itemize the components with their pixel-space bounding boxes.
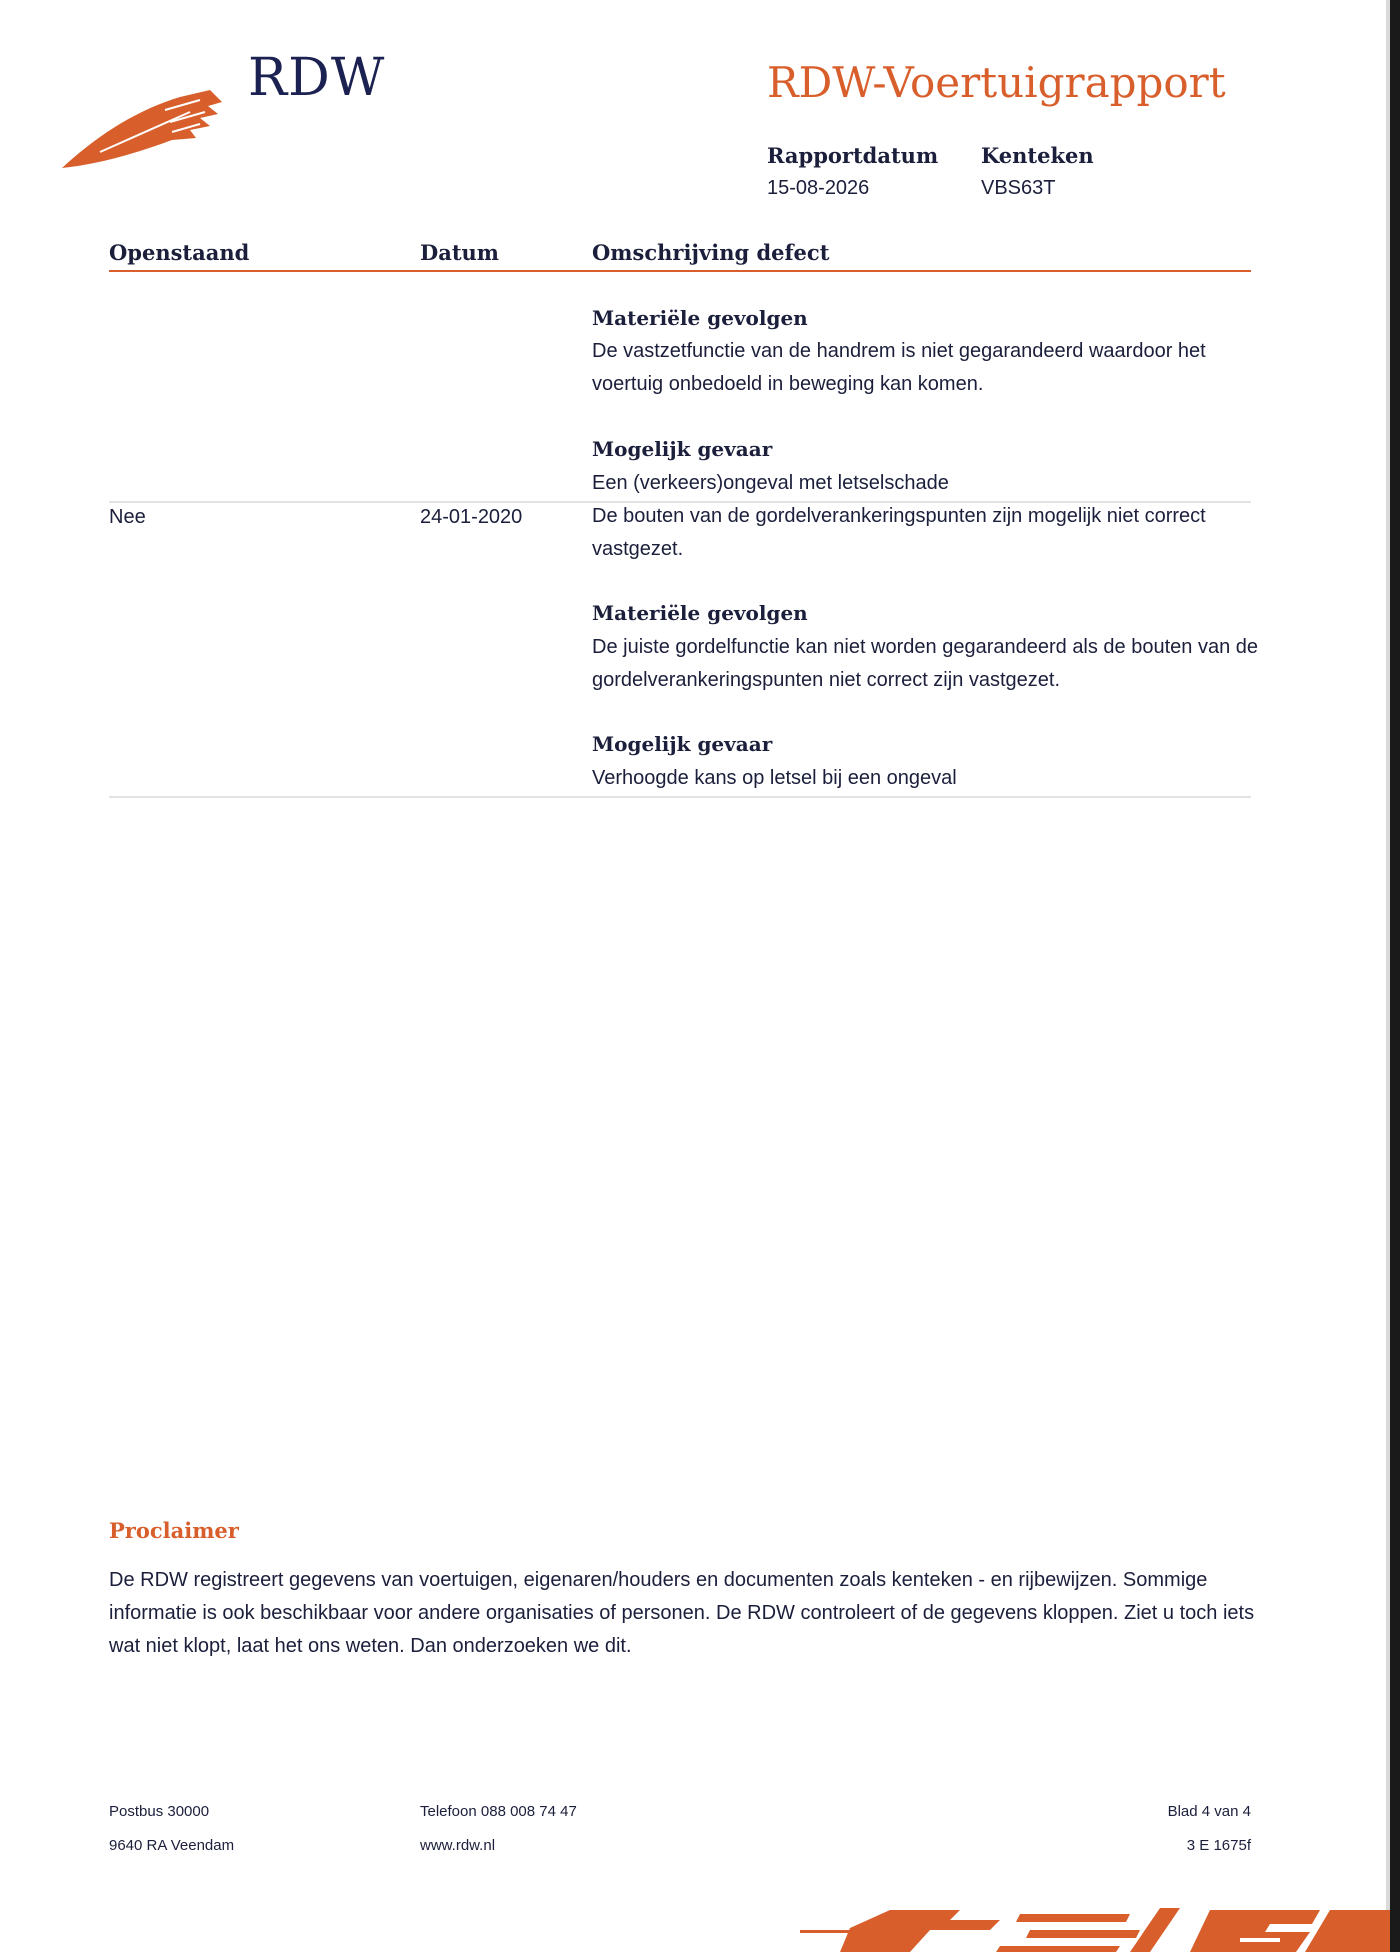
logo-text: RDW — [248, 48, 386, 108]
footer-city: 9640 RA Veendam — [109, 1837, 235, 1854]
footer-postbus: Postbus 30000 — [109, 1803, 210, 1820]
materiele-gevolgen-heading: Materiële gevolgen — [592, 601, 808, 625]
footer-code: 3 E 1675f — [1186, 1837, 1251, 1854]
kenteken-value: VBS63T — [981, 177, 1056, 199]
footer-telefoon: Telefoon 088 008 74 47 — [420, 1803, 577, 1820]
rapportdatum-label: Rapportdatum — [767, 143, 939, 168]
page-edge — [1390, 0, 1400, 1952]
column-header-openstaand: Openstaand — [109, 240, 250, 265]
mogelijk-gevaar-heading: Mogelijk gevaar — [592, 732, 773, 756]
materiele-gevolgen-text: De juiste gordelfunctie kan niet worden gegarandeerd als de bouten van de gordelverankeringspunten niet correct zijn vastgezet. — [592, 636, 1259, 691]
proclaimer-title: Proclaimer — [109, 1518, 239, 1543]
column-header-omschrijving: Omschrijving defect — [592, 240, 830, 265]
proclaimer-text: De RDW registreert gegevens van voertuigen, eigenaren/houders en documenten zoals kenteken - en rijbewijzen. Sommige informatie is ook beschikbaar voor andere organisaties of personen. De RDW controleert of de gegevens kloppen. Ziet u toch iets wat niet klopt, laat het ons weten. Dan onderzoeken we dit. — [109, 1569, 1255, 1657]
row-omschrijving: De bouten van de gordelverankeringspunten zijn mogelijk niet correct vastgezet. — [592, 505, 1206, 560]
row-divider — [109, 796, 1251, 798]
materiele-gevolgen-heading: Materiële gevolgen — [592, 306, 808, 330]
report-title: RDW-Voertuigrapport — [767, 58, 1226, 107]
row-openstaand: Nee — [109, 506, 146, 528]
footer-website[interactable]: www.rdw.nl — [420, 1837, 496, 1854]
mogelijk-gevaar-heading: Mogelijk gevaar — [592, 437, 773, 461]
footer-page-number: Blad 4 van 4 — [1167, 1803, 1251, 1820]
table-header-divider — [109, 270, 1251, 272]
kenteken-label: Kenteken — [981, 143, 1094, 168]
row-datum: 24-01-2020 — [420, 506, 523, 528]
rdw-feather-logo-icon — [60, 82, 228, 172]
materiele-gevolgen-text: De vastzetfunctie van de handrem is niet gegarandeerd waardoor het voertuig onbedoeld in beweging kan komen. — [592, 340, 1206, 395]
mogelijk-gevaar-text: Een (verkeers)ongeval met letselschade — [592, 472, 949, 494]
rapportdatum-value: 15-08-2026 — [767, 177, 870, 199]
stripe-decoration-icon — [800, 1900, 1390, 1952]
mogelijk-gevaar-text: Verhoogde kans op letsel bij een ongeval — [592, 767, 957, 789]
column-header-datum: Datum — [420, 240, 500, 265]
